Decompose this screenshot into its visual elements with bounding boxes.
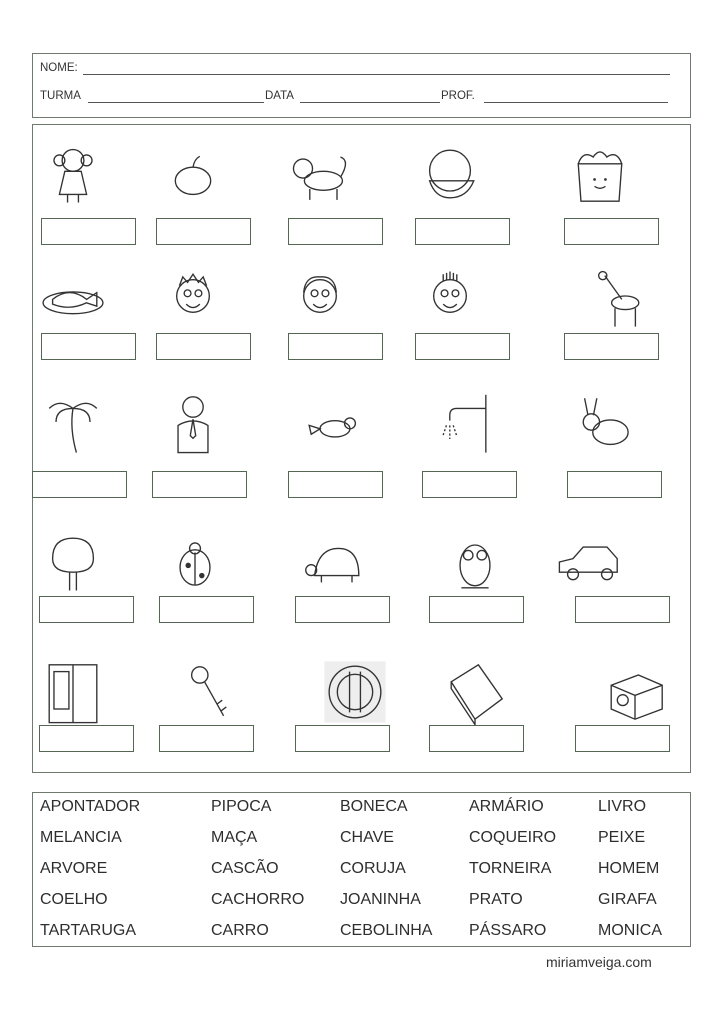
wardrobe-icon [38, 658, 108, 726]
word-bank-item: PEIXE [598, 829, 646, 846]
word-bank-item: TARTARUGA [40, 922, 137, 939]
answer-box[interactable] [288, 218, 383, 245]
student-info-box [32, 53, 691, 118]
word-bank-item: ARMÁRIO [469, 798, 544, 815]
date-label: DATA [265, 90, 294, 102]
word-bank-item: GIRAFA [598, 891, 657, 908]
answer-box[interactable] [564, 333, 659, 360]
word-bank-item: TORNEIRA [469, 860, 552, 877]
word-bank-item: MONICA [598, 922, 662, 939]
sharpener-icon [600, 658, 670, 726]
answer-box[interactable] [567, 471, 662, 498]
palm-tree-icon [38, 388, 108, 456]
word-bank-item: CHAVE [340, 829, 394, 846]
answer-box[interactable] [295, 596, 390, 623]
answer-box[interactable] [429, 596, 524, 623]
word-bank-item: MAÇA [211, 829, 258, 846]
bird-icon [300, 388, 370, 456]
doll-icon [38, 140, 108, 208]
owl-icon [440, 528, 510, 596]
faucet-icon [425, 388, 495, 456]
word-bank-item: CASCÃO [211, 860, 279, 877]
cascao-icon [158, 262, 228, 330]
apple-icon [158, 140, 228, 208]
answer-box[interactable] [415, 333, 510, 360]
word-bank-item: HOMEM [598, 860, 660, 877]
answer-box[interactable] [575, 725, 670, 752]
answer-box[interactable] [152, 471, 247, 498]
answer-box[interactable] [295, 725, 390, 752]
word-bank-item: ARVORE [40, 860, 108, 877]
word-bank-item: PRATO [469, 891, 523, 908]
tree-icon [38, 528, 108, 596]
popcorn-icon [565, 140, 635, 208]
answer-box[interactable] [159, 596, 254, 623]
name-label: NOME: [40, 62, 78, 74]
word-bank-item: CACHORRO [211, 891, 305, 908]
answer-box[interactable] [288, 333, 383, 360]
word-bank-item: JOANINHA [340, 891, 421, 908]
answer-box[interactable] [41, 333, 136, 360]
date-field[interactable] [300, 102, 440, 103]
rabbit-icon [570, 388, 640, 456]
answer-box[interactable] [564, 218, 659, 245]
ladybug-icon [160, 528, 230, 596]
word-bank-item: COQUEIRO [469, 829, 557, 846]
book-icon [440, 658, 510, 726]
answer-box[interactable] [41, 218, 136, 245]
teacher-field[interactable] [484, 102, 668, 103]
car-icon [555, 528, 625, 596]
turtle-icon [300, 528, 370, 596]
word-bank-item: COELHO [40, 891, 108, 908]
answer-box[interactable] [429, 725, 524, 752]
word-bank-item: APONTADOR [40, 798, 141, 815]
man-icon [158, 388, 228, 456]
site-credit: miriamveiga.com [546, 954, 652, 970]
teacher-label: PROF. [441, 90, 475, 102]
class-label: TURMA [40, 90, 81, 102]
word-bank-item: PÁSSARO [469, 922, 547, 939]
answer-box[interactable] [422, 471, 517, 498]
word-bank-item: PIPOCA [211, 798, 272, 815]
answer-box[interactable] [159, 725, 254, 752]
class-field[interactable] [88, 102, 264, 103]
dog-icon [285, 140, 355, 208]
monica-icon [285, 262, 355, 330]
word-bank-item: LIVRO [598, 798, 647, 815]
fish-icon [38, 262, 108, 330]
key-icon [175, 658, 245, 726]
answer-box[interactable] [288, 471, 383, 498]
plate-icon [320, 658, 390, 726]
answer-box[interactable] [32, 471, 127, 498]
answer-box[interactable] [156, 218, 251, 245]
word-bank-item: BONECA [340, 798, 408, 815]
giraffe-icon [580, 262, 650, 330]
answer-box[interactable] [39, 725, 134, 752]
answer-box[interactable] [415, 218, 510, 245]
word-bank-item: MELANCIA [40, 829, 122, 846]
name-field[interactable] [83, 74, 670, 75]
watermelon-icon [415, 140, 485, 208]
answer-box[interactable] [575, 596, 670, 623]
word-bank-item: CARRO [211, 922, 269, 939]
answer-box[interactable] [156, 333, 251, 360]
word-bank-item: CEBOLINHA [340, 922, 433, 939]
word-bank-item: CORUJA [340, 860, 406, 877]
cebolinha-icon [415, 262, 485, 330]
answer-box[interactable] [39, 596, 134, 623]
